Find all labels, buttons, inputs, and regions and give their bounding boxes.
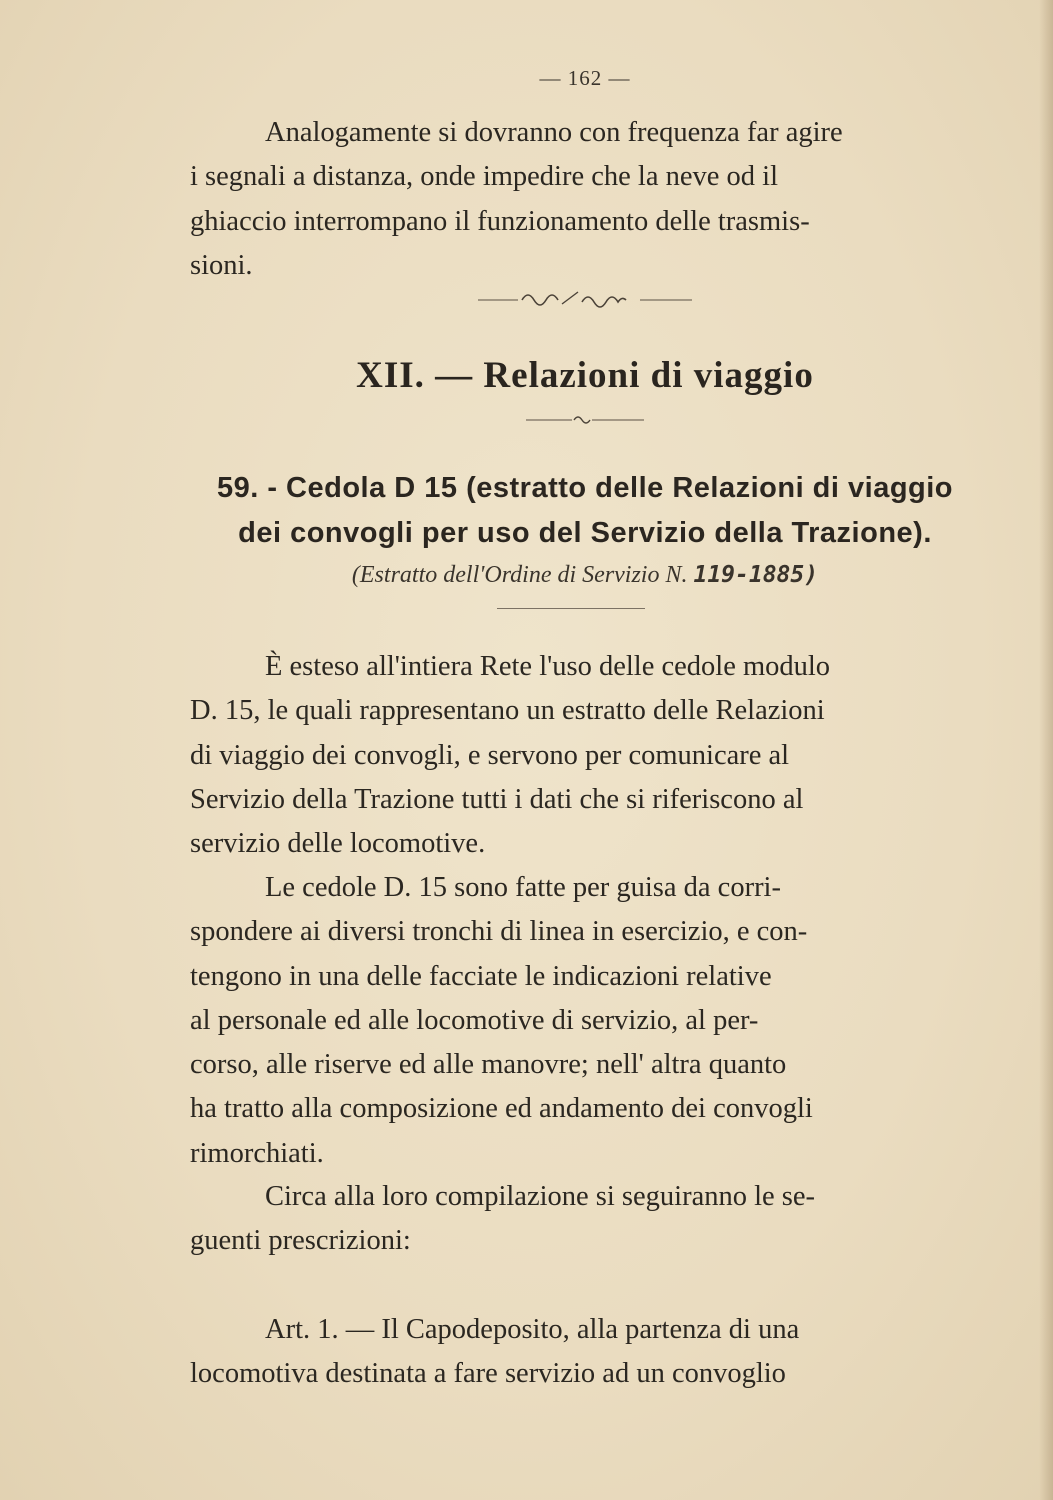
text-line: i segnali a distanza, onde impedire che la neve od il (190, 161, 778, 193)
intro-paragraph (190, 111, 982, 288)
article-heading (0, 466, 1053, 556)
text-line: Art. 1. — Il Capodeposito, alla partenza di una (265, 1314, 800, 1345)
text-line: di viaggio dei convogli, e servono per comunicare al (190, 739, 790, 771)
text-line: D. 15, le quali rappresentano un estratto delle Relazioni (190, 695, 825, 727)
body-paragraph (190, 1308, 982, 1397)
text-line: Circa alla loro compilazione si seguiranno le se- (265, 1181, 816, 1212)
body-paragraph (190, 866, 982, 1176)
text-line: spondere ai diversi tronchi di linea in esercizio, e con- (190, 916, 808, 948)
flourish-ornament-icon (0, 288, 1053, 317)
text-line: ha tratto alla composizione ed andamento dei convogli (190, 1093, 813, 1125)
text-line: guenti prescrizioni: (190, 1225, 411, 1257)
dash-ornament-icon (0, 412, 1053, 431)
divider-rule (497, 608, 645, 609)
page-edge-shadow (1039, 0, 1053, 1500)
article-heading-line: dei convogli per uso del Servizio della Trazione). (238, 517, 932, 549)
text-line: servizio delle locomotive. (190, 828, 486, 860)
text-line: sioni. (190, 249, 253, 281)
page-number: — 162 — (539, 66, 631, 90)
text-line: È esteso all'intiera Rete l'uso delle cedole modulo (265, 651, 831, 682)
source-reference-text: (Estratto dell'Ordine di Servizio N. (351, 562, 688, 588)
source-reference-number: 119-1885) (693, 562, 819, 588)
text-line: Analogamente si dovranno con frequenza far agire (265, 117, 843, 148)
body-paragraph (190, 645, 982, 866)
text-line: rimorchiati. (190, 1137, 324, 1169)
article-heading-line: 59. - Cedola D 15 (estratto delle Relazioni di viaggio (216, 472, 954, 504)
text-line: Le cedole D. 15 sono fatte per guisa da corri- (265, 872, 781, 903)
text-line: Servizio della Trazione tutti i dati che si riferiscono al (190, 783, 804, 815)
body-paragraph (190, 1175, 982, 1264)
text-line: al personale ed alle locomotive di servizio, al per- (190, 1004, 759, 1036)
section-title: XII. — Relazioni di viaggio (356, 355, 814, 396)
text-line: tengono in una delle facciate le indicazioni relative (190, 960, 772, 992)
text-line: corso, alle riserve ed alle manovre; nell' altra quanto (190, 1049, 787, 1081)
source-reference (0, 562, 1053, 589)
text-line: locomotiva destinata a fare servizio ad un convoglio (190, 1358, 786, 1390)
text-line: ghiaccio interrompano il funzionamento delle trasmis- (190, 205, 810, 237)
